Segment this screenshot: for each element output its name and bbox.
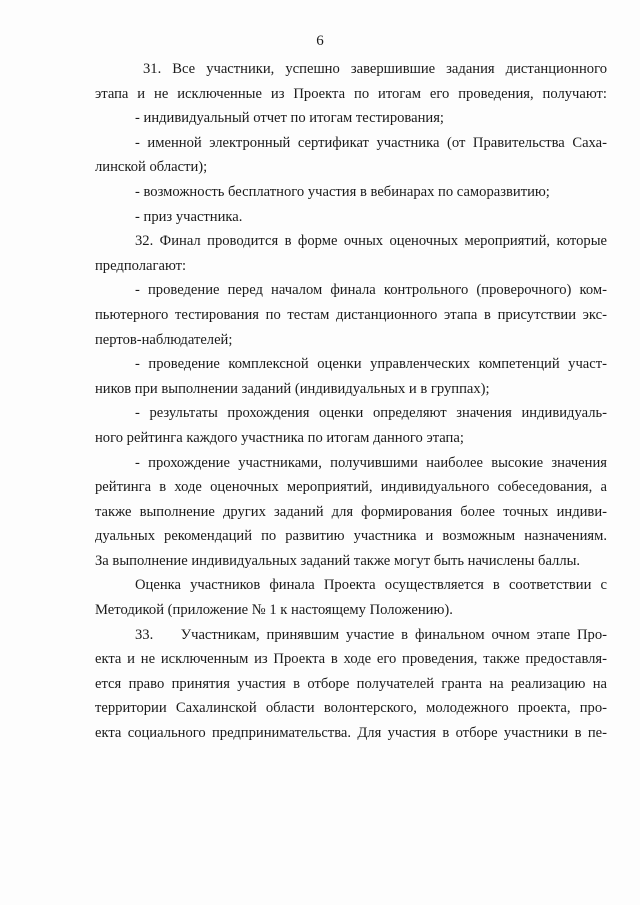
- paragraph-32-line: предполагают:: [95, 257, 187, 274]
- list-item: - результаты прохождения оценки определяют значения индивидуаль-: [135, 405, 607, 422]
- list-item: - проведение комплексной оценки управленческих компетенций участ-: [135, 356, 607, 373]
- list-item: - возможность бесплатного участия в вебинарах по саморазвитию;: [135, 183, 550, 200]
- document-body: [95, 57, 607, 746]
- list-item-continuation: пертов-наблюдателей;: [95, 331, 233, 348]
- list-item-continuation: ного рейтинга каждого участника по итогам данного этапа;: [95, 429, 464, 446]
- paragraph-31-line: этапа и не исключенные из Проекта по итогам его проведения, получают:: [95, 85, 607, 102]
- paragraph-line: За выполнение индивидуальных заданий также могут быть начислены баллы.: [95, 552, 581, 569]
- list-item: - приз участника.: [135, 208, 243, 225]
- list-item-continuation: также выполнение других заданий для формирования более точных индиви-: [95, 503, 607, 520]
- list-item-continuation: пьютерного тестирования по тестам дистанционного этапа в присутствии экс-: [95, 306, 607, 323]
- list-item-continuation: рейтинга в ходе оценочных мероприятий, индивидуального собеседования, а: [95, 479, 607, 496]
- list-item-continuation: ников при выполнении заданий (индивидуальных и в группах);: [95, 380, 490, 397]
- paragraph-31-line: 31. Все участники, успешно завершившие задания дистанционного: [143, 61, 607, 77]
- list-item: - прохождение участниками, получившими наиболее высокие значения: [135, 454, 607, 471]
- paragraph-32-line: 32. Финал проводится в форме очных оценочных мероприятий, которые: [135, 233, 607, 250]
- paragraph-33-line: екта социального предпринимательства. Для участия в отборе участники в пе-: [95, 725, 607, 742]
- paragraph-33-line: ется право принятия участия в отборе получателей гранта на реализацию на: [95, 675, 607, 692]
- list-item-continuation: дуальных рекомендаций по развитию участника и возможным назначениям.: [95, 528, 607, 545]
- paragraph-line: Методикой (приложение № 1 к настоящему Положению).: [95, 602, 453, 619]
- paragraph-33-line: территории Сахалинской области волонтерского, молодежного проекта, про-: [95, 700, 607, 717]
- paragraph-33-line: екта и не исключенным из Проекта в ходе его проведения, также предоставля-: [95, 651, 607, 668]
- list-item-continuation: линской области);: [95, 159, 208, 176]
- paragraph-33-line: 33. Участникам, принявшим участие в финальном очном этапе Про-: [135, 626, 607, 643]
- paragraph-line: Оценка участников финала Проекта осуществляется в соответствии с: [135, 577, 607, 594]
- list-item: - индивидуальный отчет по итогам тестирования;: [135, 110, 444, 127]
- list-item: - проведение перед началом финала контрольного (проверочного) ком-: [135, 282, 607, 299]
- list-item: - именной электронный сертификат участника (от Правительства Саха-: [135, 134, 607, 151]
- page-number: 6: [316, 33, 324, 49]
